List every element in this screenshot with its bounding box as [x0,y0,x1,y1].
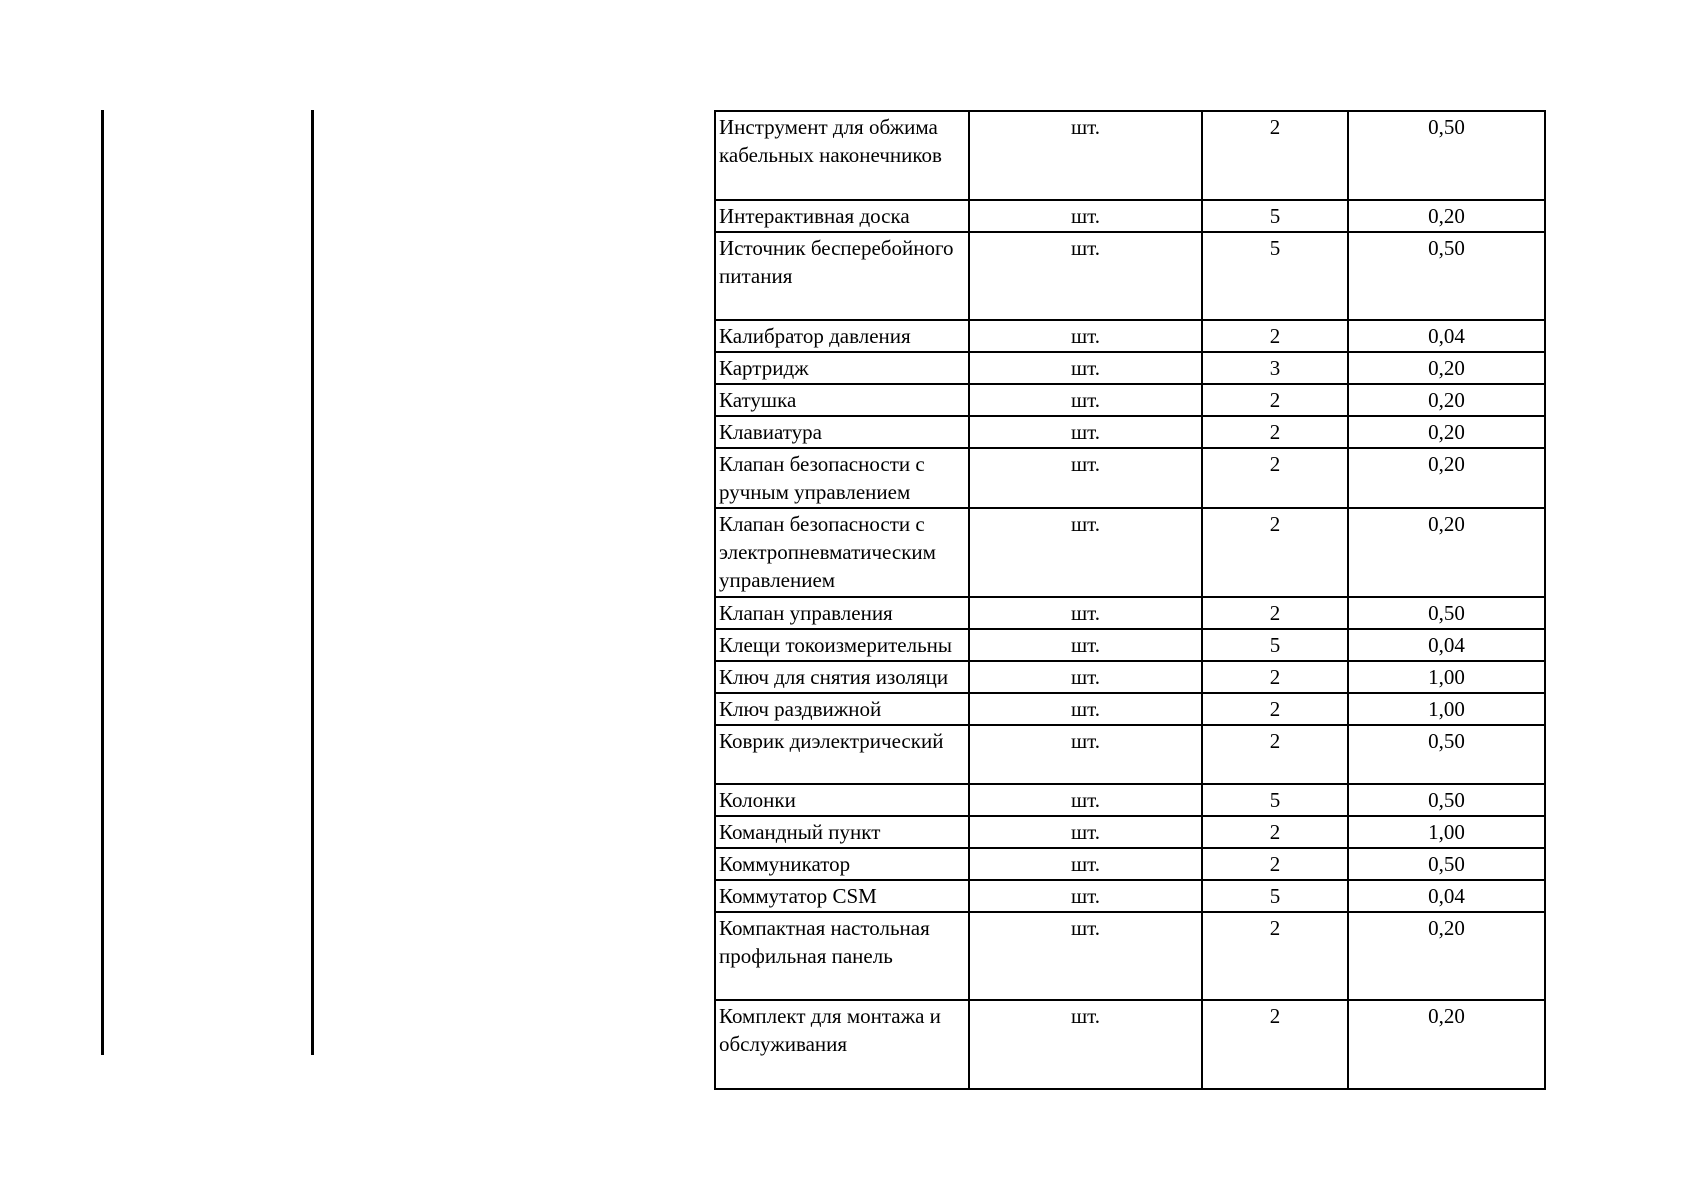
inventory-table-body [715,111,1545,1089]
table-row [715,816,1545,848]
quantity-cell: 2 [1202,661,1348,693]
middle-column-border [311,110,314,1055]
item-name-cell: Ключ раздвижной [715,693,969,725]
table-row [715,416,1545,448]
item-name-cell: Клапан безопасности с электропневматическим управлением [715,508,969,597]
rate-cell: 0,04 [1348,880,1545,912]
item-name-cell: Калибратор давления [715,320,969,352]
item-name-cell: Колонки [715,784,969,816]
quantity-cell: 2 [1202,416,1348,448]
table-row [715,784,1545,816]
item-name-cell: Инструмент для обжима кабельных наконечников [715,111,969,200]
rate-cell: 0,50 [1348,725,1545,784]
quantity-cell: 2 [1202,1000,1348,1089]
quantity-cell: 5 [1202,200,1348,232]
quantity-cell: 5 [1202,629,1348,661]
unit-cell: шт. [969,384,1202,416]
item-name-cell: Ключ для снятия изоляци [715,661,969,693]
quantity-cell: 5 [1202,784,1348,816]
unit-cell: шт. [969,232,1202,321]
item-name-cell: Клапан управления [715,597,969,629]
table-row [715,693,1545,725]
quantity-cell: 2 [1202,816,1348,848]
rate-cell: 1,00 [1348,693,1545,725]
quantity-cell: 5 [1202,880,1348,912]
quantity-cell: 5 [1202,232,1348,321]
item-name-cell: Интерактивная доска [715,200,969,232]
unit-cell: шт. [969,880,1202,912]
quantity-cell: 2 [1202,320,1348,352]
item-name-cell: Клещи токоизмерительны [715,629,969,661]
rate-cell: 0,50 [1348,784,1545,816]
unit-cell: шт. [969,912,1202,1001]
item-name-cell: Коммутатор CSM [715,880,969,912]
rate-cell: 0,50 [1348,232,1545,321]
unit-cell: шт. [969,784,1202,816]
item-name-cell: Клапан безопасности с ручным управлением [715,448,969,508]
item-name-cell: Коммуникатор [715,848,969,880]
table-row [715,1000,1545,1089]
quantity-cell: 2 [1202,111,1348,200]
quantity-cell: 2 [1202,448,1348,508]
unit-cell: шт. [969,448,1202,508]
quantity-cell: 3 [1202,352,1348,384]
left-column-border [101,110,104,1055]
unit-cell: шт. [969,320,1202,352]
table-row [715,661,1545,693]
unit-cell: шт. [969,629,1202,661]
item-name-cell: Катушка [715,384,969,416]
rate-cell: 0,20 [1348,352,1545,384]
table-row [715,912,1545,1001]
table-row [715,320,1545,352]
rate-cell: 0,20 [1348,508,1545,597]
item-name-cell: Коврик диэлектрический [715,725,969,784]
table-row [715,880,1545,912]
quantity-cell: 2 [1202,597,1348,629]
item-name-cell: Источник бесперебойного питания [715,232,969,321]
unit-cell: шт. [969,816,1202,848]
rate-cell: 0,20 [1348,1000,1545,1089]
unit-cell: шт. [969,416,1202,448]
item-name-cell: Компактная настольная профильная панель [715,912,969,1001]
rate-cell: 1,00 [1348,661,1545,693]
rate-cell: 0,20 [1348,448,1545,508]
table-row [715,848,1545,880]
unit-cell: шт. [969,508,1202,597]
rate-cell: 1,00 [1348,816,1545,848]
unit-cell: шт. [969,693,1202,725]
table-row [715,352,1545,384]
quantity-cell: 2 [1202,693,1348,725]
table-row [715,448,1545,508]
unit-cell: шт. [969,1000,1202,1089]
rate-cell: 0,50 [1348,111,1545,200]
table-row [715,597,1545,629]
unit-cell: шт. [969,848,1202,880]
table-row [715,200,1545,232]
unit-cell: шт. [969,352,1202,384]
item-name-cell: Клавиатура [715,416,969,448]
table-row [715,629,1545,661]
unit-cell: шт. [969,200,1202,232]
table-row [715,111,1545,200]
unit-cell: шт. [969,725,1202,784]
inventory-table [714,110,1546,1090]
rate-cell: 0,20 [1348,200,1545,232]
rate-cell: 0,20 [1348,384,1545,416]
rate-cell: 0,20 [1348,912,1545,1001]
rate-cell: 0,20 [1348,416,1545,448]
unit-cell: шт. [969,597,1202,629]
unit-cell: шт. [969,111,1202,200]
rate-cell: 0,50 [1348,848,1545,880]
rate-cell: 0,04 [1348,320,1545,352]
table-row [715,508,1545,597]
quantity-cell: 2 [1202,912,1348,1001]
table-row [715,232,1545,321]
rate-cell: 0,50 [1348,597,1545,629]
quantity-cell: 2 [1202,848,1348,880]
unit-cell: шт. [969,661,1202,693]
item-name-cell: Комплект для монтажа и обслуживания [715,1000,969,1089]
quantity-cell: 2 [1202,508,1348,597]
quantity-cell: 2 [1202,384,1348,416]
quantity-cell: 2 [1202,725,1348,784]
item-name-cell: Командный пункт [715,816,969,848]
table-row [715,384,1545,416]
item-name-cell: Картридж [715,352,969,384]
rate-cell: 0,04 [1348,629,1545,661]
table-row [715,725,1545,784]
